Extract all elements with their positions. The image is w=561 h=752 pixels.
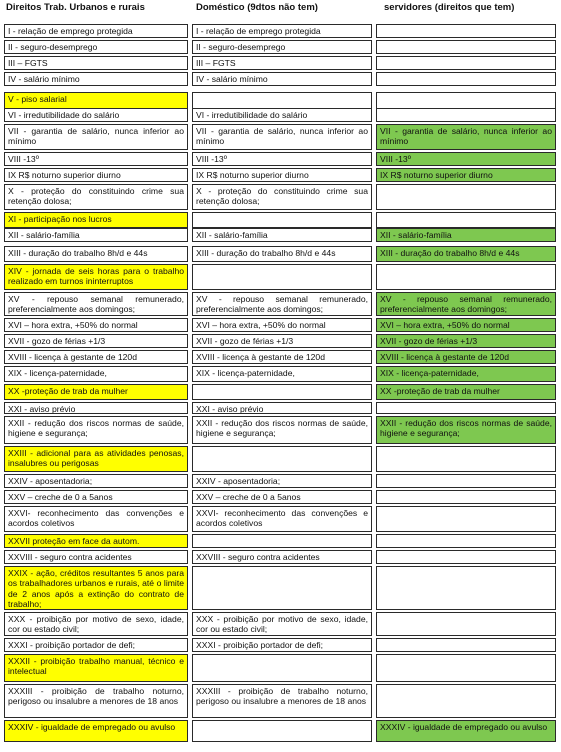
col2-cell-22: XXII - redução dos riscos normas de saúde, higiene e segurança; [192, 416, 372, 444]
col1-cell-29: XXIX - ação, créditos resultantes 5 anos para os trabalhadores urbanos e rurais, até o limite de 2 anos após a extinção do contrato de trabalho; [4, 566, 188, 610]
col3-cell-29 [376, 566, 556, 610]
col3-cell-26 [376, 506, 556, 532]
col1-cell-4: IV - salário mínimo [4, 72, 188, 86]
col2-cell-12: XII - salário-família [192, 228, 372, 242]
col3-cell-21 [376, 402, 556, 414]
col3-cell-16: XVI – hora extra, +50% do normal [376, 318, 556, 332]
col3-cell-15: XV - repouso semanal remunerado, preferencialmente aos domingos; [376, 292, 556, 316]
col2-cell-25: XXV – creche de 0 a 5anos [192, 490, 372, 504]
col3-cell-24 [376, 474, 556, 488]
col2-cell-20 [192, 384, 372, 400]
col3-cell-2 [376, 40, 556, 54]
col1-cell-28: XXVIII - seguro contra acidentes [4, 550, 188, 564]
col1-cell-23: XXIII - adicional para as atividades penosas, insalubres ou perigosas [4, 446, 188, 472]
col1-cell-2: II - seguro-desemprego [4, 40, 188, 54]
col1-cell-22: XXII - redução dos riscos normas de saúde, higiene e segurança; [4, 416, 188, 444]
col1-cell-1: I - relação de emprego protegida [4, 24, 188, 38]
col3-cell-22: XXII - redução dos riscos normas de saúde, higiene e segurança; [376, 416, 556, 444]
col2-cell-16: XVI – hora extra, +50% do normal [192, 318, 372, 332]
col1-cell-9: IX R$ noturno superior diurno [4, 168, 188, 182]
col3-cell-19: XIX - licença-paternidade, [376, 366, 556, 382]
col3-cell-8: VIII -13º [376, 152, 556, 166]
col3-cell-32 [376, 654, 556, 682]
col3-cell-31 [376, 638, 556, 652]
col3-cell-4 [376, 72, 556, 86]
col2-cell-10: X - proteção do constituindo crime sua retenção dolosa; [192, 184, 372, 210]
col1-cell-13: XIII - duração do trabalho 8h/d e 44s [4, 246, 188, 262]
col2-cell-21: XXI - aviso prévio [192, 402, 372, 414]
col3-cell-13: XIII - duração do trabalho 8h/d e 44s [376, 246, 556, 262]
col3-cell-9: IX R$ noturno superior diurno [376, 168, 556, 182]
col3-cell-1 [376, 24, 556, 38]
col2-cell-2: II - seguro-desemprego [192, 40, 372, 54]
col3-cell-18: XVIII - licença à gestante de 120d [376, 350, 556, 364]
col1-cell-19: XIX - licença-paternidade, [4, 366, 188, 382]
col1-cell-5: V - piso salarial [4, 92, 188, 110]
col1-cell-26: XXVI- reconhecimento das convenções e acordos coletivos [4, 506, 188, 532]
col2-cell-19: XIX - licença-paternidade, [192, 366, 372, 382]
col2-cell-8: VIII -13º [192, 152, 372, 166]
col1-cell-32: XXXII - proibição trabalho manual, técnico e intelectual [4, 654, 188, 682]
col2-cell-30: XXX - proibição por motivo de sexo, idade, cor ou estado civil; [192, 612, 372, 636]
col2-cell-18: XVIII - licença à gestante de 120d [192, 350, 372, 364]
col3-cell-10 [376, 184, 556, 210]
col1-cell-20: XX -proteção de trab da mulher [4, 384, 188, 400]
col2-cell-31: XXXI - proibição portador de defi; [192, 638, 372, 652]
col2-cell-7: VII - garantia de salário, nunca inferior ao mínimo [192, 124, 372, 150]
col2-cell-11 [192, 212, 372, 228]
col2-cell-29 [192, 566, 372, 610]
col2-cell-3: III – FGTS [192, 56, 372, 70]
col3-header: servidores (direitos que tem) [384, 2, 515, 13]
col2-cell-24: XXIV - aposentadoria; [192, 474, 372, 488]
col3-cell-28 [376, 550, 556, 564]
col2-cell-34 [192, 720, 372, 742]
col2-cell-4: IV - salário mínimo [192, 72, 372, 86]
col2-cell-33: XXXIII - proibição de trabalho noturno, perigoso ou insalubre a menores de 18 anos [192, 684, 372, 718]
col2-cell-15: XV - repouso semanal remunerado, preferencialmente aos domingos; [192, 292, 372, 316]
col3-cell-6 [376, 108, 556, 122]
col3-cell-25 [376, 490, 556, 504]
col1-cell-12: XII - salário-família [4, 228, 188, 242]
col1-header: Direitos Trab. Urbanos e rurais [6, 2, 145, 13]
col1-cell-31: XXXI - proibição portador de defi; [4, 638, 188, 652]
col1-cell-16: XVI – hora extra, +50% do normal [4, 318, 188, 332]
col1-cell-18: XVIII - licença à gestante de 120d [4, 350, 188, 364]
col3-cell-11 [376, 212, 556, 228]
col1-cell-7: VII - garantia de salário, nunca inferior ao mínimo [4, 124, 188, 150]
col2-cell-13: XIII - duração do trabalho 8h/d e 44s [192, 246, 372, 262]
col2-cell-14 [192, 264, 372, 290]
col2-cell-26: XXVI- reconhecimento das convenções e acordos coletivos [192, 506, 372, 532]
col1-cell-15: XV - repouso semanal remunerado, preferencialmente aos domingos; [4, 292, 188, 316]
col1-cell-33: XXXIII - proibição de trabalho noturno, perigoso ou insalubre a menores de 18 anos [4, 684, 188, 718]
col2-cell-23 [192, 446, 372, 472]
col2-cell-32 [192, 654, 372, 682]
col3-cell-7: VII - garantia de salário, nunca inferior ao mínimo [376, 124, 556, 150]
col2-cell-28: XXVIII - seguro contra acidentes [192, 550, 372, 564]
col1-cell-6: VI - irredutibilidade do salário [4, 108, 188, 122]
col1-cell-27: XXVII proteção em face da autom. [4, 534, 188, 548]
col1-cell-10: X - proteção do constituindo crime sua retenção dolosa; [4, 184, 188, 210]
col2-header: Doméstico (9dtos não tem) [196, 2, 318, 13]
col3-cell-27 [376, 534, 556, 548]
col2-cell-6: VI - irredutibilidade do salário [192, 108, 372, 122]
col3-cell-17: XVII - gozo de férias +1/3 [376, 334, 556, 348]
col3-cell-20: XX -proteção de trab da mulher [376, 384, 556, 400]
col2-cell-1: I - relação de emprego protegida [192, 24, 372, 38]
col1-cell-24: XXIV - aposentadoria; [4, 474, 188, 488]
col1-cell-30: XXX - proibição por motivo de sexo, idade, cor ou estado civil; [4, 612, 188, 636]
col3-cell-12: XII - salário-família [376, 228, 556, 242]
col2-cell-17: XVII - gozo de férias +1/3 [192, 334, 372, 348]
col3-cell-33 [376, 684, 556, 718]
col1-cell-11: XI - participação nos lucros [4, 212, 188, 228]
col3-cell-3 [376, 56, 556, 70]
col1-cell-8: VIII -13º [4, 152, 188, 166]
col1-cell-3: III – FGTS [4, 56, 188, 70]
col2-cell-9: IX R$ noturno superior diurno [192, 168, 372, 182]
col2-cell-27 [192, 534, 372, 548]
col1-cell-21: XXI - aviso prévio [4, 402, 188, 414]
col3-cell-23 [376, 446, 556, 472]
col3-cell-30 [376, 612, 556, 636]
col3-cell-34: XXXIV - igualdade de empregado ou avulso [376, 720, 556, 742]
col3-cell-14 [376, 264, 556, 290]
col1-cell-34: XXXIV - igualdade de empregado ou avulso [4, 720, 188, 742]
col1-cell-17: XVII - gozo de férias +1/3 [4, 334, 188, 348]
col1-cell-25: XXV – creche de 0 a 5anos [4, 490, 188, 504]
col1-cell-14: XIV - jornada de seis horas para o trabalho realizado em turnos ininterruptos [4, 264, 188, 290]
